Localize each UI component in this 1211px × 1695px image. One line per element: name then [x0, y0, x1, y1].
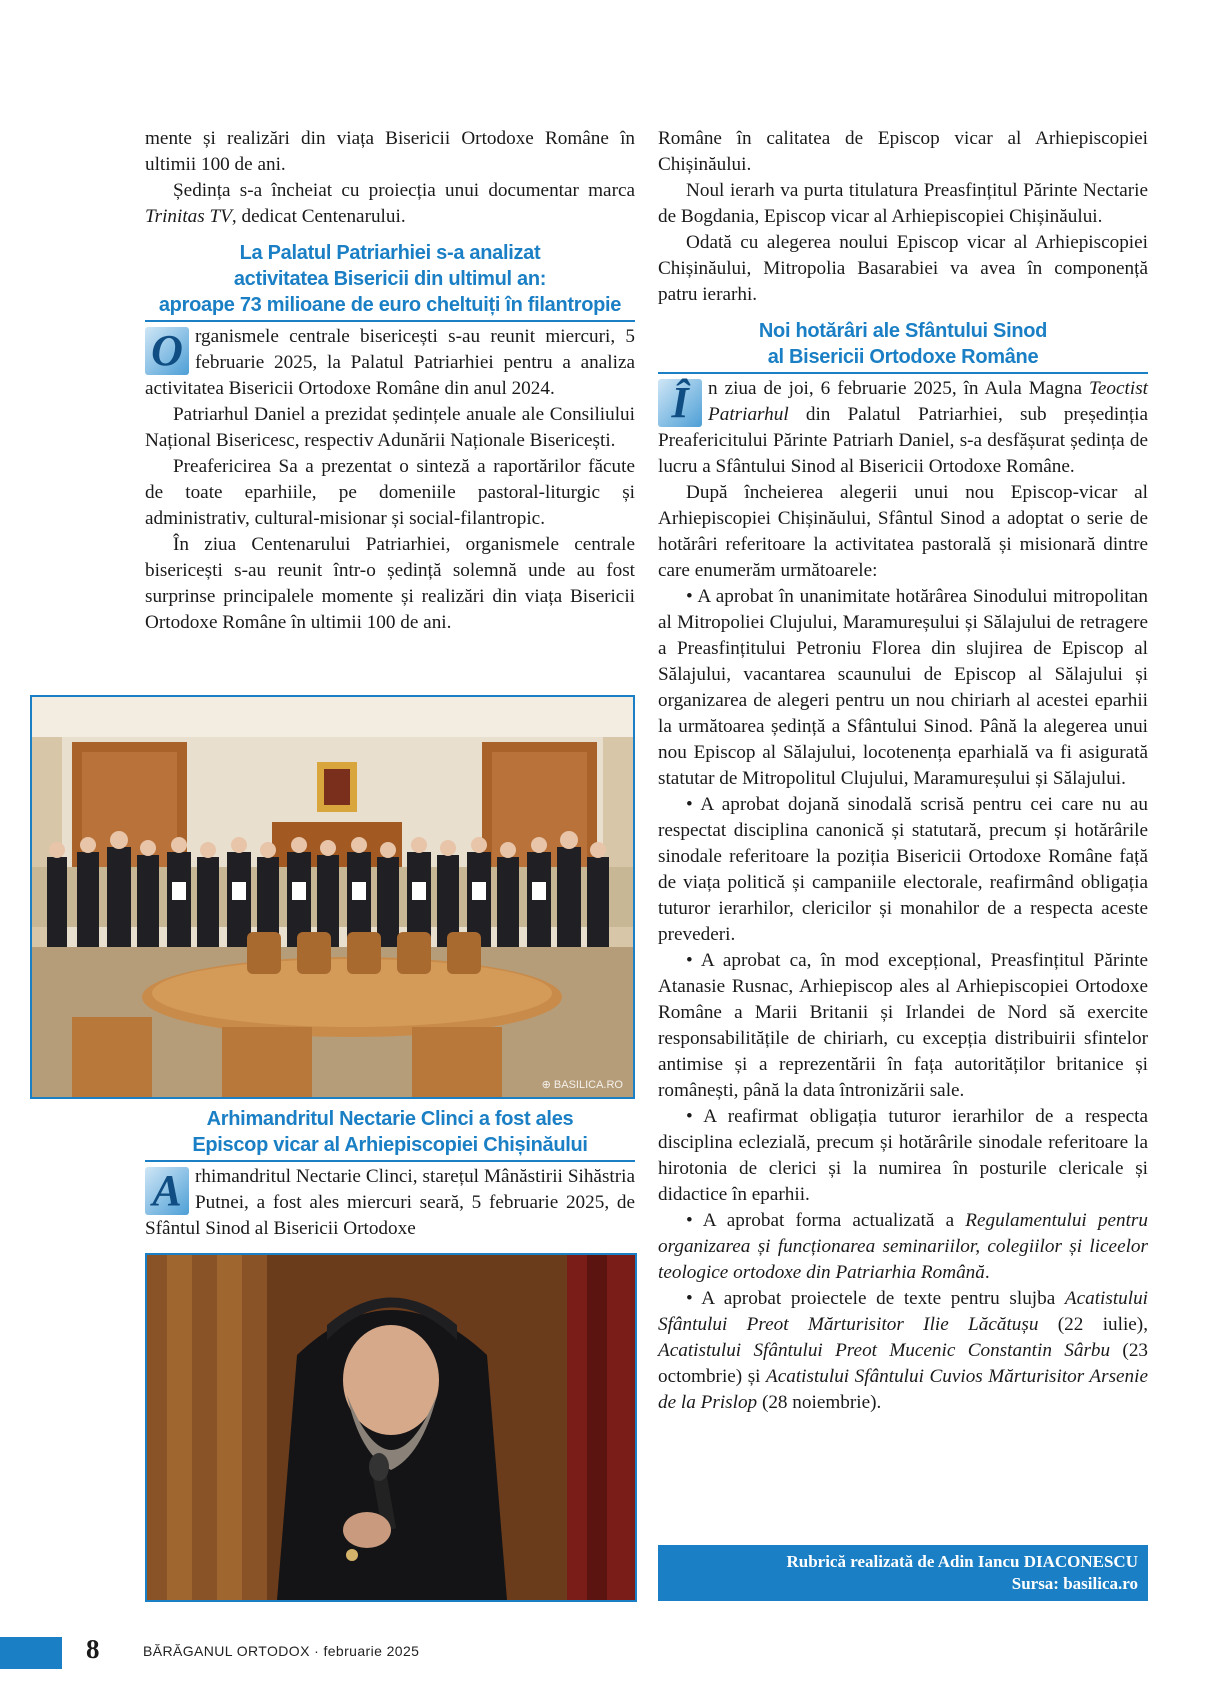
- left-column-lower: [145, 1106, 635, 1242]
- bullet-paragraph: • A aprobat în unanimitate hotărârea Sinodului mitropolitan al Mitropoliei Clujului, Maramureșului și Sălajului de retragere a Preasfințitului Petroniu Florea din slujirea de Episcop al Sălajului, vacantarea scaunului de Episcop al Sălajului și organizarea de alegeri pentru un nou chiriarh al acestei eparhii la următoarea ședință a Sfântului Sinod. Până la alegerea unui nou Episcop al Sălajului, locotenența eparhială va fi asigurată statutar de Mitropolitul Clujului, Maramureșului și Sălajului.: [658, 586, 1148, 789]
- paragraph: În ziua Centenarului Patriarhiei, organismele centrale bisericești s-au reunit într-o ședință solemnă unde au fost surprinse principalele momente și realizări din viața Bisericii Ortodoxe Române în ultimii 100 de ani.: [145, 534, 635, 633]
- source-credit: Sursa: basilica.ro: [1011, 1574, 1138, 1593]
- bullet-paragraph: • A aprobat proiectele de texte pentru slujba Acatistului Sfântului Preot Mărturisitor Ilie Lăcătușu (22 iulie), Acatistului Sfântului Preot Mucenic Constantin Sârbu (23 octombrie) și Acatistului Sfântului Cuvios Mărturisitor Arsenie de la Prislop (28 noiembrie).: [658, 1288, 1149, 1413]
- bullet-paragraph: • A aprobat dojană sinodală scrisă pentru cei care nu au respectat disciplina canonică și statutară, precum și hotărârile sinodale referitoare la poziția Bisericii Ortodoxe Române față de viața politică și campaniile electorale, reafirmând obligația tuturor ierarhilor, clericilor și monahilor de a respecta aceste prevederi.: [658, 794, 1148, 945]
- paragraph: Preafericirea Sa a prezentat o sinteză a raportărilor făcute de toate eparhiile, pe domeniile pastoral-liturgic și administrativ, cultural-misionar și social-filantropic.: [145, 456, 635, 529]
- group-photo: [30, 695, 635, 1099]
- paragraph: Ședința s-a încheiat cu proiecția unui documentar marca Trinitas TV, dedicat Centenarului.: [145, 180, 635, 227]
- paragraph: Noul ierarh va purta titulatura Preasfințitul Părinte Nectarie de Bogdania, Episcop vicar al Arhiepiscopiei Chișinăului.: [658, 180, 1148, 227]
- paragraph: O rganismele centrale bisericești s-au reunit miercuri, 5 februarie 2025, la Palatul Patriarhiei pentru a analiza activitatea Bisericii Ortodoxe Române din anul 2024.: [145, 326, 635, 399]
- author-credit-box: [658, 1545, 1148, 1601]
- drop-cap: A: [145, 1167, 189, 1215]
- section-heading-palatul: La Palatul Patriarhiei s-a analizat activitatea Bisericii din ultimul an: aproape 73 milioane de euro cheltuiți în filantropie: [145, 240, 635, 322]
- bullet-paragraph: • A aprobat ca, în mod excepțional, Preasfințitul Părinte Atanasie Rusnac, Arhiepiscop ales al Arhiepiscopiei Ortodoxe Române a Marii Britanii și Irlandei de Nord să exercite responsabilitățile de chiriarh, cu excepția distribuirii sfintelor antimise și a reprezentării în fața autorităților britanice și românești, până la data întronizării sale.: [658, 950, 1148, 1101]
- footer-accent-bar: [0, 1637, 62, 1669]
- paragraph: Patriarhul Daniel a prezidat ședințele anuale ale Consiliului Național Bisericesc, respectiv Adunării Naționale Bisericești.: [145, 404, 635, 451]
- author-credit: Rubrică realizată de Adin Iancu DIACONESCU: [786, 1552, 1138, 1571]
- bullet-paragraph: • A reafirmat obligația tuturor ierarhilor de a respecta disciplina eclezială, precum și hotărârile sinodale referitoare la hirotonia de clerici și la numirea în posturile clericale și didactice în eparhii.: [658, 1106, 1148, 1205]
- paragraph: Române în calitatea de Episcop vicar al Arhiepiscopiei Chișinăului.: [658, 128, 1148, 175]
- portrait-photo-illustration: [147, 1255, 635, 1600]
- paragraph: Î n ziua de joi, 6 februarie 2025, în Aula Magna Teoctist Patriarhul din Palatul Patriarhiei, sub președinția Preafericitului Părinte Patriarh Daniel, s-a desfășurat ședința de lucru a Sfântului Sinod al Bisericii Ortodoxe Române.: [658, 378, 1148, 477]
- portrait-photo: [145, 1253, 637, 1602]
- bullet-paragraph: • A aprobat forma actualizată a Regulamentului pentru organizarea și funcționarea seminariilor, colegiilor și liceelor teologice ortodoxe din Patriarhia Română.: [658, 1210, 1148, 1283]
- drop-cap: Î: [658, 379, 702, 427]
- paragraph: Odată cu alegerea noului Episcop vicar al Arhiepiscopiei Chișinăului, Mitropolia Basarabiei va avea în componență patru ierarhi.: [658, 232, 1148, 305]
- paragraph: A rhimandritul Nectarie Clinci, starețul Mânăstirii Sihăstria Putnei, a fost ales miercuri seară, 5 februarie 2025, de Sfântul Sinod al Bisericii Ortodoxe: [145, 1166, 635, 1239]
- right-column: [658, 126, 1148, 1416]
- section-heading-sinod: Noi hotărâri ale Sfântului Sinod al Bisericii Ortodoxe Române: [658, 318, 1148, 374]
- group-photo-illustration: [32, 697, 633, 1097]
- page-number: 8: [86, 1634, 100, 1664]
- drop-cap: O: [145, 327, 189, 375]
- paragraph: mente și realizări din viața Bisericii Ortodoxe Române în ultimii 100 de ani.: [145, 128, 635, 175]
- publication-footer: BĂRĂGANUL ORTODOX · februarie 2025: [143, 1643, 420, 1659]
- photo-credit: ⊕ BASILICA.RO: [541, 1079, 623, 1091]
- paragraph: După încheierea alegerii unui nou Episcop-vicar al Arhiepiscopiei Chișinăului, Sfântul Sinod a adoptat o serie de hotărâri referitoare la activitatea pastorală și misionară dintre care enumerăm următoarele:: [658, 482, 1148, 581]
- section-heading-nectarie: Arhimandritul Nectarie Clinci a fost ales Episcop vicar al Arhiepiscopiei Chișinăului: [145, 1106, 635, 1162]
- left-column: [145, 126, 635, 636]
